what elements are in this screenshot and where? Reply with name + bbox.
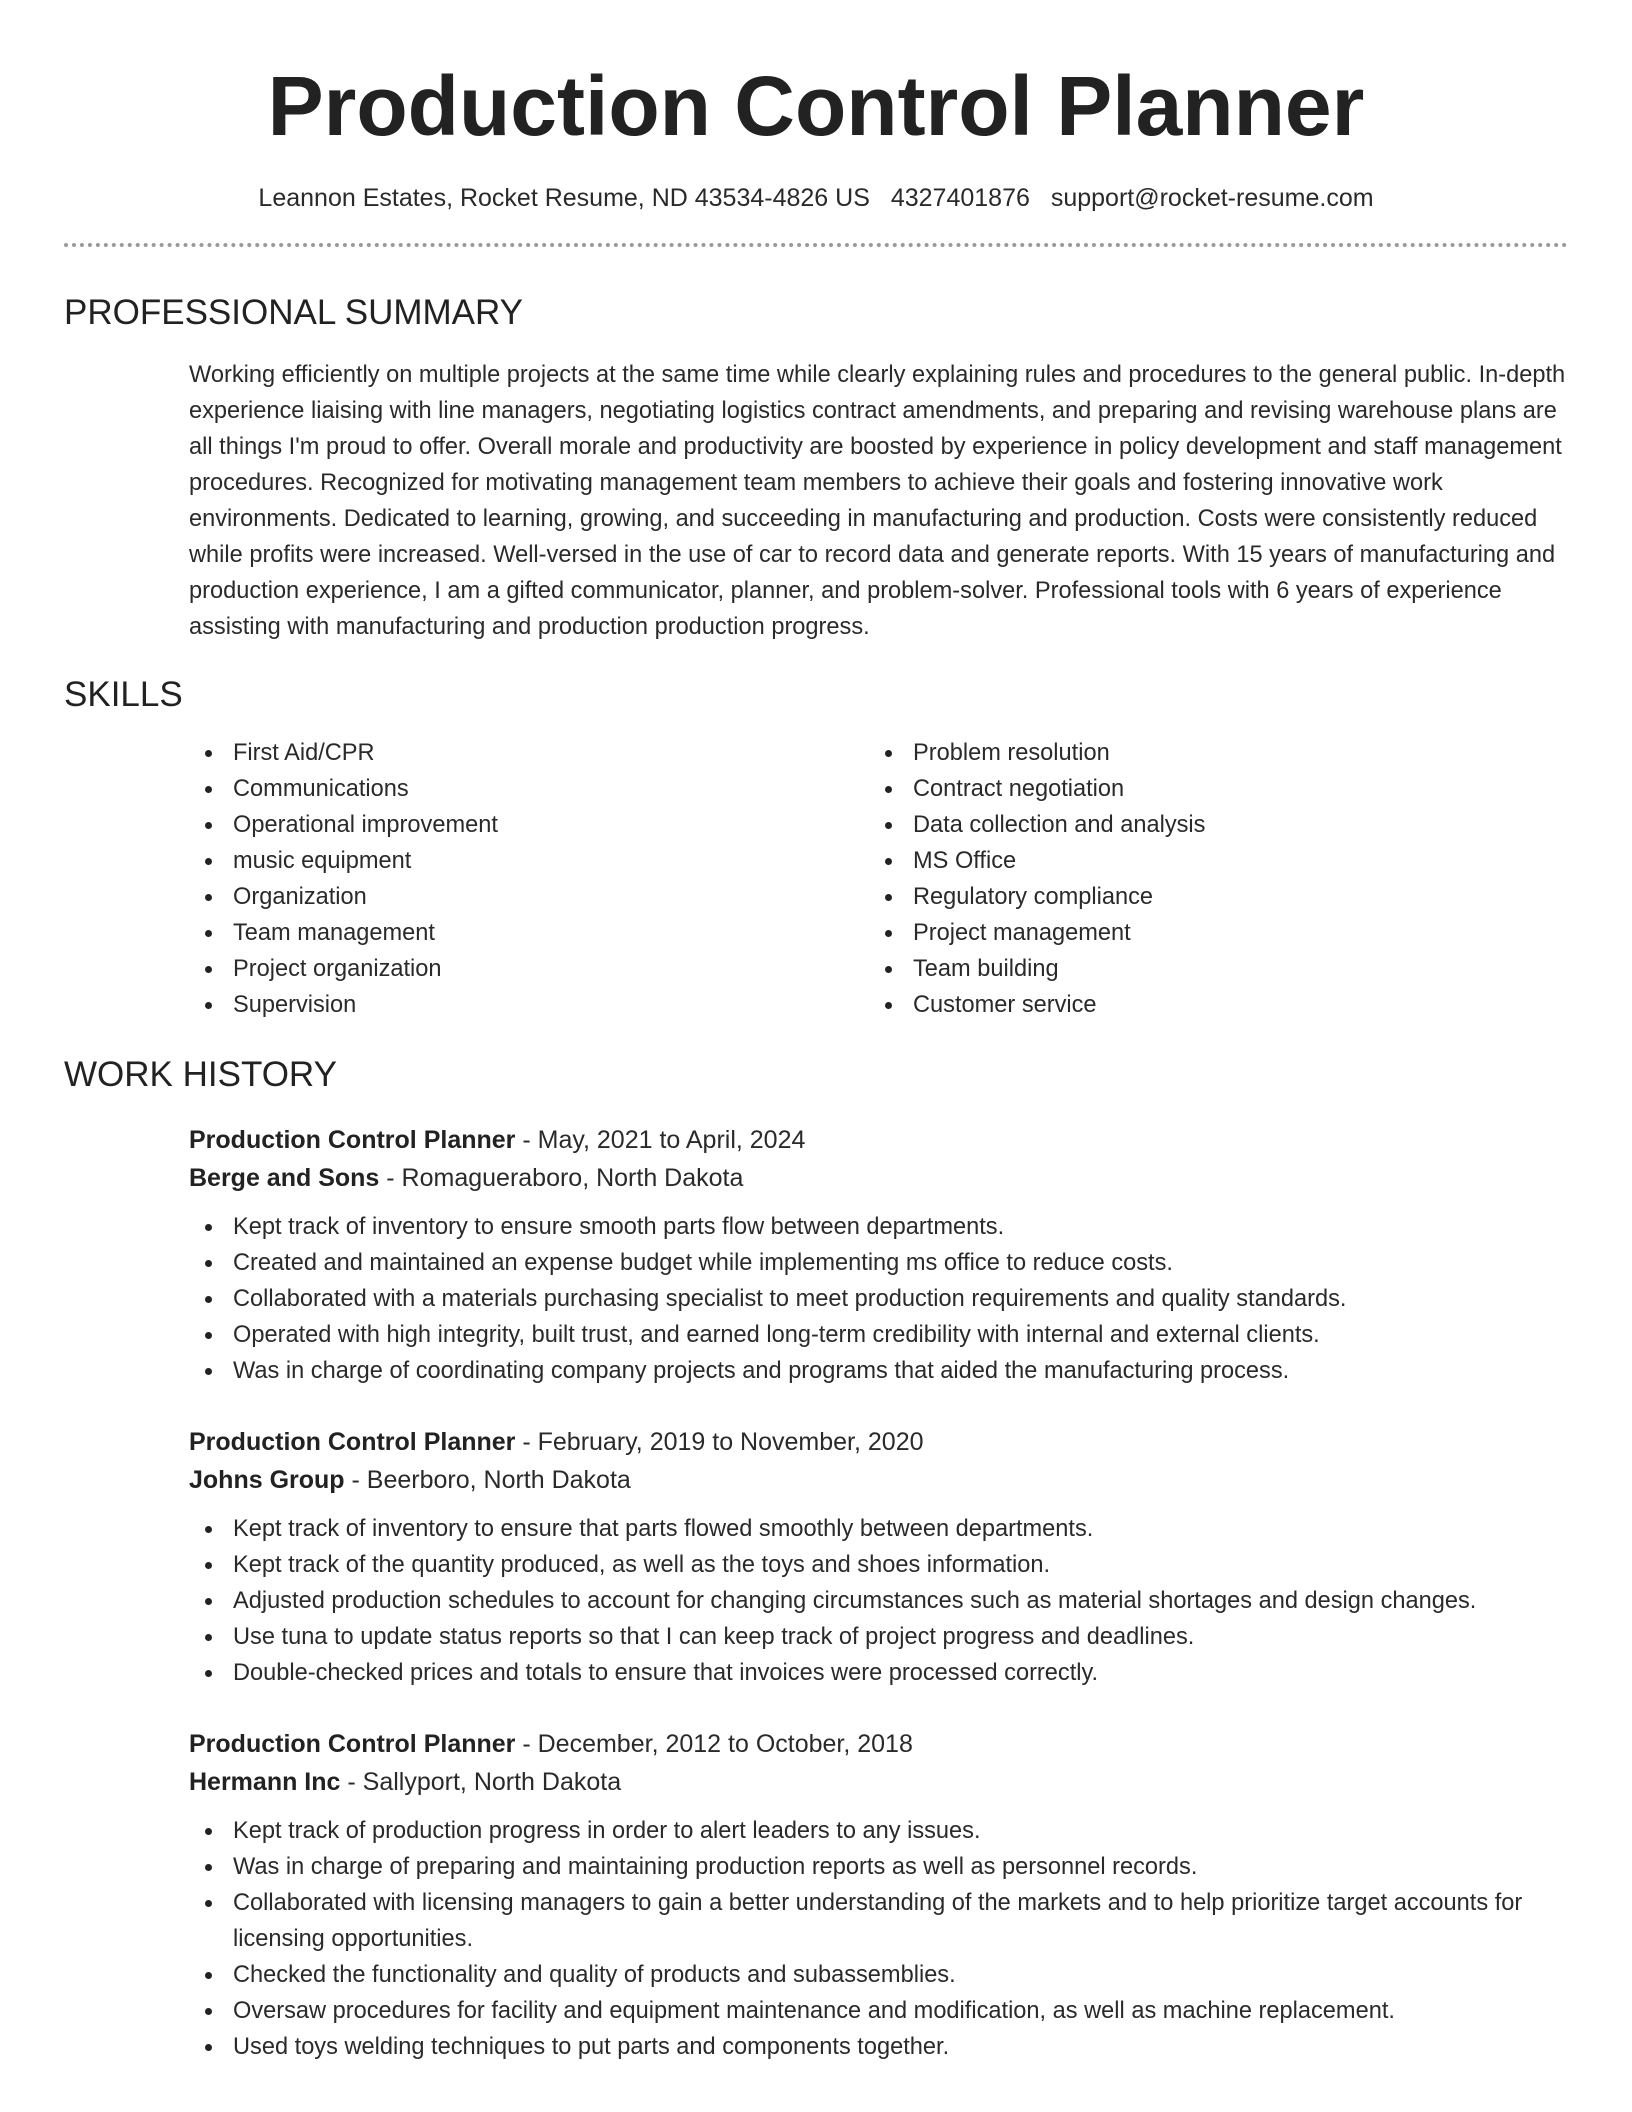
- job-dates: February, 2019 to November, 2020: [537, 1428, 924, 1456]
- skill-item: Problem resolution: [869, 735, 1205, 771]
- skills-column-left: [189, 735, 869, 1023]
- job-role: Production Control Planner: [189, 1730, 516, 1758]
- contact-email: support@rocket-resume.com: [1050, 184, 1374, 212]
- job-title-line: Production Control Planner - May, 2021 to April, 2024: [189, 1126, 806, 1154]
- job-bullet: Used toys welding techniques to put parts and components together.: [189, 2029, 1568, 2065]
- job-dates: May, 2021 to April, 2024: [537, 1126, 806, 1154]
- job-bullet: Checked the functionality and quality of products and subassemblies.: [189, 1957, 1568, 1993]
- job-bullet: Operated with high integrity, built trust, and earned long-term credibility with internal and external clients.: [189, 1317, 1568, 1353]
- job-bullet: Double-checked prices and totals to ensure that invoices were processed correctly.: [189, 1655, 1568, 1691]
- job-bullets: [189, 1511, 1568, 1691]
- job-bullets: [189, 1209, 1568, 1389]
- skill-item: Contract negotiation: [869, 771, 1205, 807]
- job-title-line: Production Control Planner - December, 2012 to October, 2018: [189, 1730, 913, 1758]
- job-role: Production Control Planner: [189, 1126, 516, 1154]
- job-role: Production Control Planner: [189, 1428, 516, 1456]
- job-bullet: Collaborated with licensing managers to gain a better understanding of the markets and to help prioritize target accounts for licensing opportunities.: [189, 1885, 1568, 1957]
- skill-item: Organization: [189, 879, 869, 915]
- job-bullet: Use tuna to update status reports so that I can keep track of project progress and deadlines.: [189, 1619, 1568, 1655]
- job-company: Berge and Sons: [189, 1164, 380, 1192]
- contact-phone: 4327401876: [890, 184, 1030, 212]
- skill-item: Data collection and analysis: [869, 807, 1205, 843]
- job-company-line: Berge and Sons - Romagueraboro, North Dakota: [189, 1164, 744, 1192]
- skills-section-title: SKILLS: [64, 675, 183, 714]
- job-bullet: Kept track of the quantity produced, as well as the toys and shoes information.: [189, 1547, 1568, 1583]
- skill-item: Communications: [189, 771, 869, 807]
- job-bullet: Created and maintained an expense budget while implementing ms office to reduce costs.: [189, 1245, 1568, 1281]
- job-location: Sallyport, North Dakota: [362, 1768, 622, 1796]
- job-bullet: Kept track of inventory to ensure that parts flowed smoothly between departments.: [189, 1511, 1568, 1547]
- job-bullet: Oversaw procedures for facility and equipment maintenance and modification, as well as machine replacement.: [189, 1993, 1568, 2029]
- skill-item: Customer service: [869, 987, 1205, 1023]
- work-history-section-title: WORK HISTORY: [64, 1055, 337, 1094]
- job-company: Johns Group: [189, 1466, 345, 1494]
- job-location: Beerboro, North Dakota: [366, 1466, 631, 1494]
- summary-text: Working efficiently on multiple projects at the same time while clearly explaining rules and procedures to the general public. In-depth experience liaising with line managers, negotiating logistics contract amendments, and preparing and revising warehouse plans are all things I'm proud to offer. Overall morale and productivity are boosted by experience in policy development and staff management procedures. Recognized for motivating management team members to achieve their goals and fostering innovative work environments. Dedicated to learning, growing, and succeeding in manufacturing and production. Costs were consistently reduced while profits were increased. Well-versed in the use of car to record data and generate reports. With 15 years of manufacturing and production experience, I am a gifted communicator, planner, and problem-solver. Professional tools with 6 years of experience assisting with manufacturing and production production progress.: [189, 362, 1566, 640]
- job-bullet: Collaborated with a materials purchasing specialist to meet production requirements and quality standards.: [189, 1281, 1568, 1317]
- skill-item: Operational improvement: [189, 807, 869, 843]
- contact-address: Leannon Estates, Rocket Resume, ND 43534-4826 US: [258, 184, 870, 212]
- job-bullets: [189, 1813, 1568, 2065]
- job-company-line: Hermann Inc - Sallyport, North Dakota: [189, 1768, 622, 1796]
- job-bullet: Kept track of inventory to ensure smooth parts flow between departments.: [189, 1209, 1568, 1245]
- skill-item: Project organization: [189, 951, 869, 987]
- skill-item: Project management: [869, 915, 1205, 951]
- job-bullet: Kept track of production progress in order to alert leaders to any issues.: [189, 1813, 1568, 1849]
- summary-section-title: PROFESSIONAL SUMMARY: [64, 293, 523, 332]
- skill-item: music equipment: [189, 843, 869, 879]
- job-location: Romagueraboro, North Dakota: [401, 1164, 744, 1192]
- job-bullet: Was in charge of coordinating company projects and programs that aided the manufacturing process.: [189, 1353, 1568, 1389]
- skills-list: [64, 735, 1568, 1023]
- job-bullet: Was in charge of preparing and maintaining production reports as well as personnel records.: [189, 1849, 1568, 1885]
- job-entry: [64, 1121, 1568, 1389]
- skill-item: Regulatory compliance: [869, 879, 1205, 915]
- skill-item: MS Office: [869, 843, 1205, 879]
- resume-name-heading: Production Control Planner: [267, 59, 1365, 153]
- skills-column-right: [869, 735, 1205, 1023]
- job-company-line: Johns Group - Beerboro, North Dakota: [189, 1466, 631, 1494]
- skill-item: Supervision: [189, 987, 869, 1023]
- job-title-line: Production Control Planner - February, 2019 to November, 2020: [189, 1428, 924, 1456]
- skill-item: First Aid/CPR: [189, 735, 869, 771]
- job-entry: [64, 1423, 1568, 1691]
- skill-item: Team management: [189, 915, 869, 951]
- contact-line: [64, 182, 1568, 214]
- job-entry: [64, 1725, 1568, 2065]
- header-divider: [64, 243, 1568, 247]
- job-bullet: Adjusted production schedules to account for changing circumstances such as material shortages and design changes.: [189, 1583, 1568, 1619]
- skill-item: Team building: [869, 951, 1205, 987]
- job-company: Hermann Inc: [189, 1768, 341, 1796]
- job-dates: December, 2012 to October, 2018: [537, 1730, 913, 1758]
